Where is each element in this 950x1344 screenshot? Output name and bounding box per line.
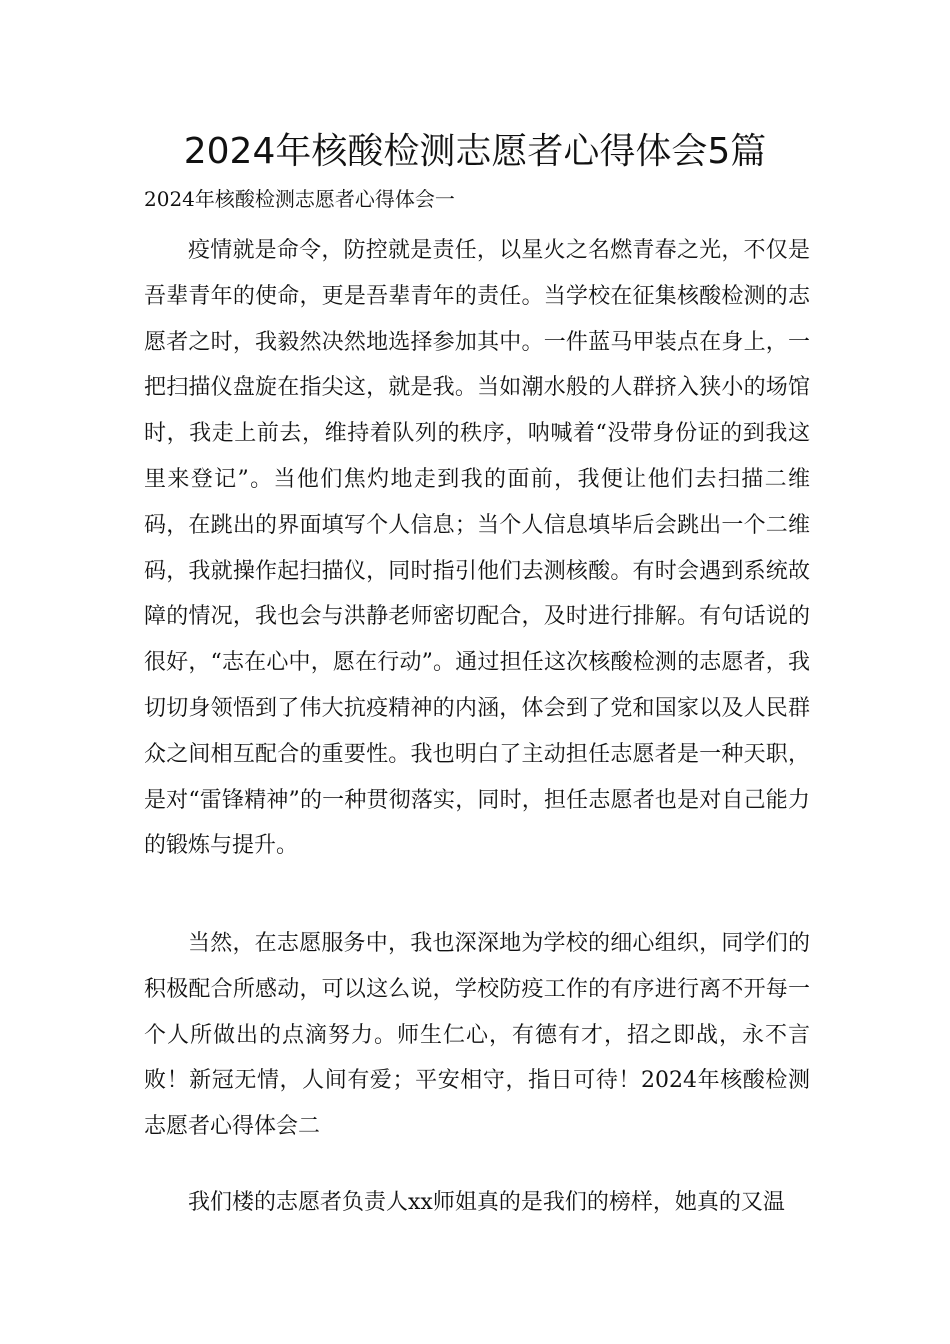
paragraph-text: 当然，在志愿服务中，我也深深地为学校的细心组织，同学们的积极配合所感动，可以这么说，学校防疫工作的有序进行离不开每一个人所做出的点滴努力。师生仁心，有德有才，招之即战，永不言败！新冠无情，人间有爱；平安相守，指日可待！ — [144, 931, 810, 1094]
document-title: 2024年核酸检测志愿者心得体会5篇 — [183, 131, 767, 172]
body-paragraph: 我们楼的志愿者负责人xx师姐真的是我们的榜样，她真的又温 — [188, 1190, 785, 1215]
section-heading-one: 2024年核酸检测志愿者心得体会一 — [144, 187, 455, 211]
section-heading-two: 2024年核酸检测志愿者心得体会二 — [144, 1068, 810, 1140]
body-paragraph: 疫情就是命令，防控就是责任，以星火之名燃青春之光，不仅是吾辈青年的使命，更是吾辈青年的责任。当学校在征集核酸检测的志愿者之时，我毅然决然地选择参加其中。一件蓝马甲装点在身上，一把扫描仪盘旋在指尖这，就是我。当如潮水般的人群挤入狭小的场馆时，我走上前去，维持着队列的秩序，呐喊着“没带身份证的到我这里来登记”。当他们焦灼地走到我的面前，我便让他们去扫描二维码，在跳出的界面填写个人信息；当个人信息填毕后会跳出一个二维码，我就操作起扫描仪，同时指引他们去测核酸。有时会遇到系统故障的情况，我也会与洪静老师密切配合，及时进行排解。有句话说的很好，“志在心中，愿在行动”。通过担任这次核酸检测的志愿者，我切切身领悟到了伟大抗疫精神的内涵，体会到了党和国家以及人民群众之间相互配合的重要性。我也明白了主动担任志愿者是一种天职，是对“雷锋精神”的一种贯彻落实，同时，担任志愿者也是对自己能力的锻炼与提升。 — [144, 238, 810, 859]
body-paragraph — [144, 921, 810, 1150]
